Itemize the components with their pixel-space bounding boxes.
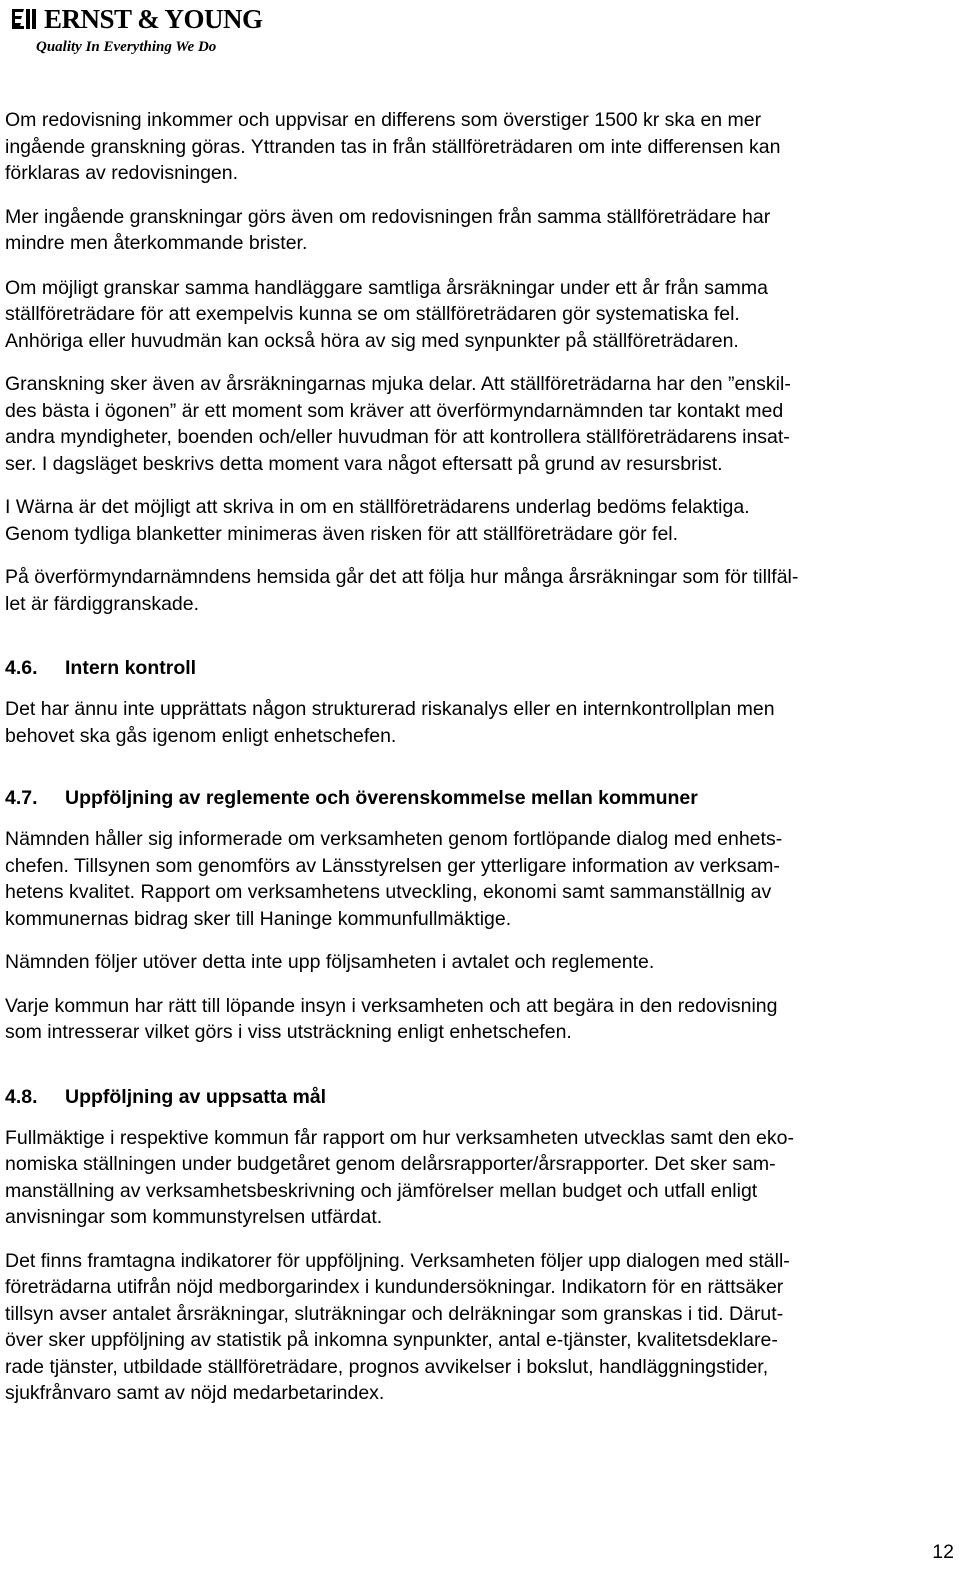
paragraph: Om redovisning inkommer och uppvisar en differens som överstiger 1500 kr ska en mer ingående granskning göras. Yttranden tas in från ställföreträdaren om inte differensen kan förklaras av redovisningen. — [5, 109, 781, 184]
paragraph: På överförmyndarnämndens hemsida går det att följa hur många årsräkningar som för tillfäl- let är färdiggranskade. — [5, 566, 799, 615]
section-title: Intern kontroll — [65, 657, 197, 679]
company-logo — [6, 2, 306, 58]
paragraph: Det finns framtagna indikatorer för uppföljning. Verksamheten följer upp dialogen med ställ- företrädarna utifrån nöjd medborgarindex i kundundersökningar. Indikatorn för en rättsäker tillsyn avser antalet årsräkningar, sluträkningar och delräkningar som granskas i tid. Därut- över sker uppföljning av statistik på inkomna synpunkter, antal e-tjänster, kvalitetsdeklare- rade tjänster, utbildade ställföreträdare, prognos avvikelser i bokslut, handläggningstider, sjukfrånvaro samt av nöjd medarbetarindex. — [5, 1249, 790, 1404]
logo-wordmark: ERNST & YOUNG — [44, 4, 263, 34]
section-heading-4-7 — [5, 785, 950, 811]
paragraph: I Wärna är det möjligt att skriva in om en ställföreträdarens underlag bedöms felaktiga. Genom tydliga blanketter minimeras även risken för att ställföreträdare gör fel. — [5, 496, 750, 545]
page-number: 12 — [932, 1541, 954, 1563]
section-number: 4.8. — [5, 1085, 38, 1108]
paragraph: Om möjligt granskar samma handläggare samtliga årsräkningar under ett år från samma ställföreträdare för att exempelvis kunna se om ställföreträdaren gör systematiska fel. Anhöriga eller huvudmän kan också höra av sig med synpunkter på ställföreträdaren. — [5, 276, 768, 352]
paragraph: Granskning sker även av årsräkningarnas mjuka delar. Att ställföreträdarna har den ”enskil- des bästa i ögonen” är ett moment som kräver att överförmyndarnämnden tar kontakt med andra myndigheter, boenden och/eller huvudman för att kontrollera ställföreträdarens insat- ser. I dagsläget beskrivs detta moment vara något eftersatt på grund av resursbrist. — [5, 373, 791, 475]
paragraph: Mer ingående granskningar görs även om redovisningen från samma ställföreträdare har mindre men återkommande brister. — [5, 205, 771, 254]
logo-tagline: Quality In Everything We Do — [36, 39, 217, 55]
section-heading-4-8 — [5, 1084, 950, 1110]
ey-logo-mark-icon — [10, 6, 42, 32]
paragraph: Varje kommun har rätt till löpande insyn i verksamheten och att begära in den redovisning som intresserar vilket görs i viss utsträckning enligt enhetschefen. — [5, 994, 778, 1043]
paragraph: Nämnden håller sig informerade om verksamheten genom fortlöpande dialog med enhets- chefen. Tillsynen som genomförs av Länsstyrelsen ger ytterligare information av verksam- hetens kvalitet. Rapport om verksamhetens utveckling, ekonomi samt sammanställnig av kommunernas bidrag sker till Haninge kommunfullmäktige. — [5, 828, 783, 930]
document-body — [5, 107, 950, 1407]
paragraph: Fullmäktige i respektive kommun får rapport om hur verksamheten utvecklas samt den eko- nomiska ställningen under budgetåret genom delårsrapporter/årsrapporter. Det sker sam- manställning av verksamhetsbeskrivning och jämförelser mellan budget och utfall enligt anvisningar som kommunstyrelsen utfärdat. — [5, 1126, 794, 1228]
section-number: 4.7. — [5, 787, 38, 809]
paragraph: Det har ännu inte upprättats någon strukturerad riskanalys eller en internkontrollplan men behovet ska gås igenom enligt enhetschefen. — [5, 698, 775, 747]
section-number: 4.6. — [5, 657, 38, 679]
paragraph: Nämnden följer utöver detta inte upp följsamheten i avtalet och reglemente. — [5, 951, 655, 973]
section-heading-4-6 — [5, 655, 950, 681]
section-title: Uppföljning av uppsatta mål — [65, 1085, 327, 1108]
section-title: Uppföljning av reglemente och överenskommelse mellan kommuner — [65, 787, 698, 809]
